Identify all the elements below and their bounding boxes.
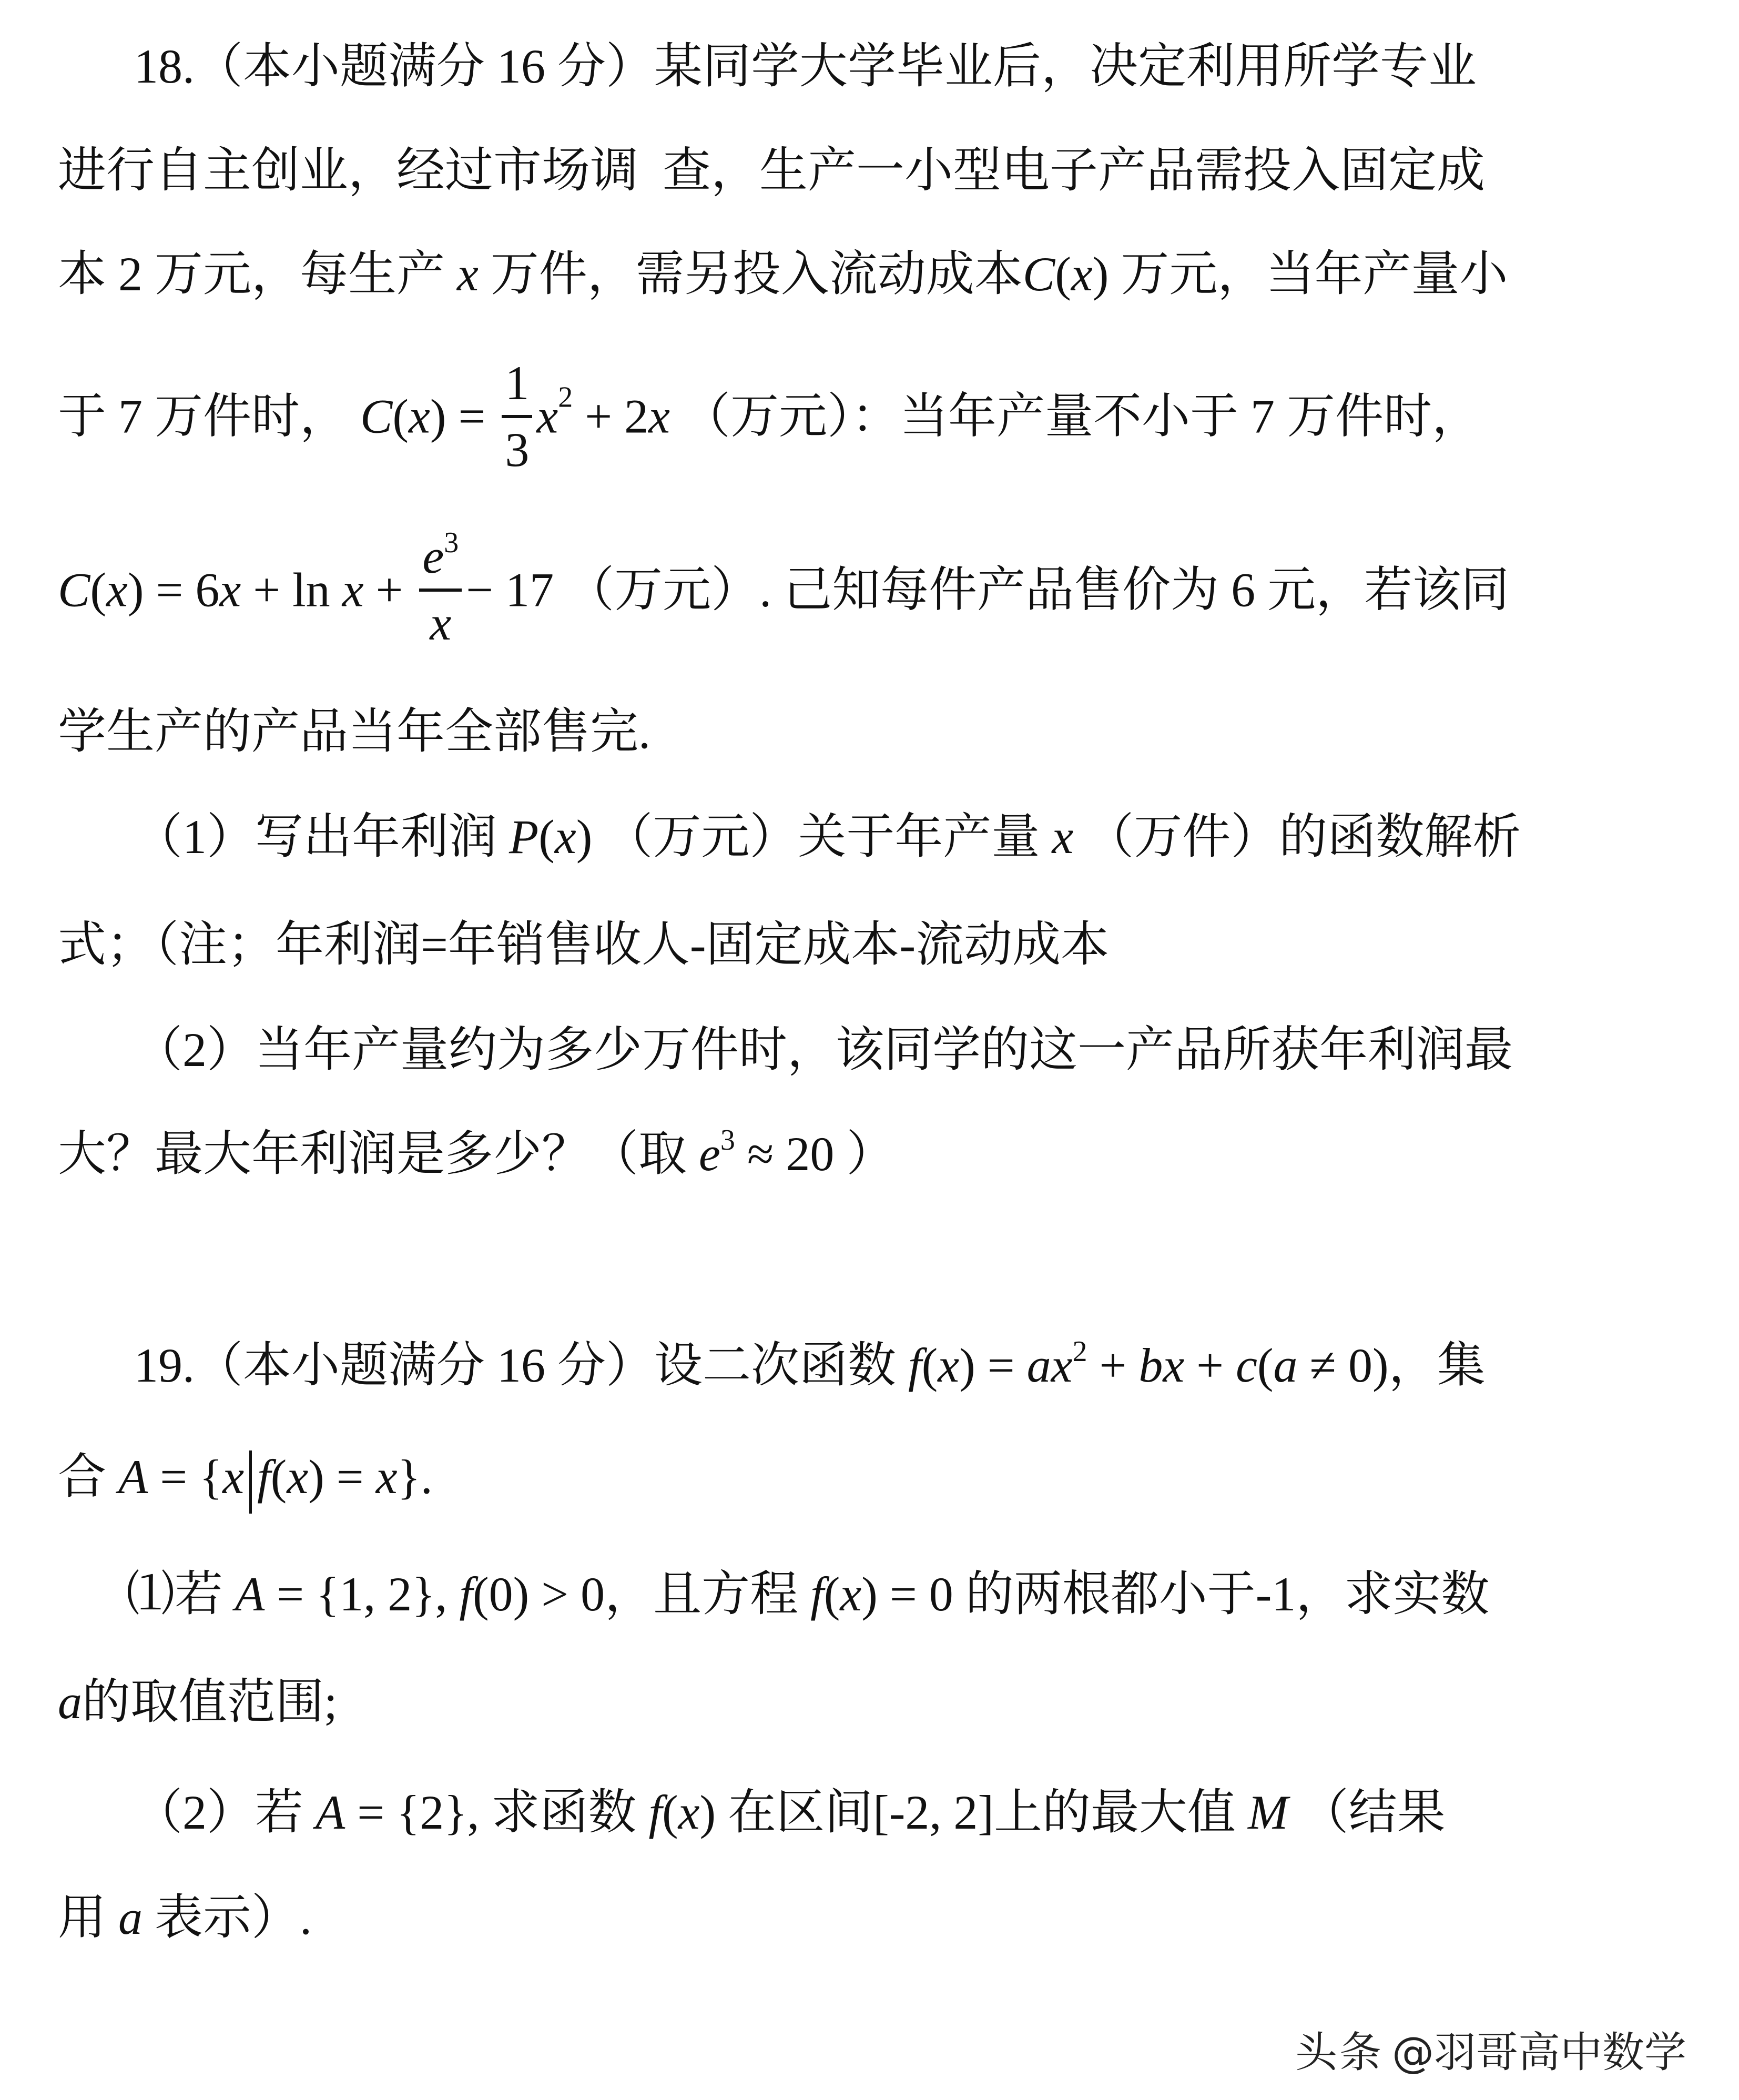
set-builder-bar (249, 1450, 252, 1514)
q19-line-2: 合 A = {x f(x) = x}. (58, 1450, 433, 1514)
q18-line-5: C(x) = 6x + ln x + $\frac{e^3}{x}$ − 17 （万元）. 己知每件产品售价为 6 元，若该同 (58, 526, 1510, 650)
q19-part-1: ⑴若 A = {1, 2}, f(0) > 0，且方程 f(x) = 0 的两根都小于-1，求实数 (126, 1567, 1490, 1621)
q19-part-2: （2）若 A = {2}, 求函数 f(x) 在区间[-2, 2]上的最大值 M （结果 (134, 1785, 1446, 1839)
q18-line-1: 18.（本小题满分 16 分）某同学大学毕业后，决定利用所学专业 (134, 39, 1477, 93)
q19-line-1: 19.（本小题满分 16 分）设二次函数 $f(x) = ax^2$ + bx + c(a ≠ 0)，集 (134, 1335, 1486, 1392)
q18-part-2-cont: 大？最大年利润是多少？（取 $e^3 \approx 20$ ） (58, 1123, 895, 1181)
toutiao-logo: 头条 (1295, 2028, 1384, 2077)
q18-part-2: （2）当年产量约为多少万件时，该同学的这一产品所获年利润最 (134, 1023, 1513, 1077)
q18-part-1-note: 式；（注；年利润=年销售收人-固定成本-流动成本 (58, 918, 1110, 971)
q18-line-4: 于 7 万件时， C(x) = $\frac{1}{3}$ $x^2 + 2x$ （万元）：当年产量不小于 7 万件时， (58, 356, 1480, 476)
q18-line-6: 学生产的产品当年全部售完. (58, 705, 651, 758)
watermark (1295, 2018, 1686, 2079)
fraction-e-cubed-over-x: $\frac{e^3}{x}$ (419, 531, 462, 648)
q18-line-2: 进行自主创业，经过市场调 查，生产一小型电子产品需投入固定成 (58, 144, 1486, 197)
fraction-one-third: $\frac{1}{3}$ (502, 358, 532, 475)
q18-part-1: （1）写出年利润 P(x) （万元）关于年产量 x （万件）的函数解析 (134, 810, 1521, 864)
watermark-account: @羽哥高中数学 (1392, 2028, 1686, 2077)
q18-line-3: 本 2 万元，每生产 x 万件，需另投入流动成本C(x) 万元，当年产量小 (58, 247, 1508, 301)
q19-part-1-cont: a的取值范围; (58, 1675, 338, 1729)
q19-part-2-cont: 用 a 表示）. (58, 1891, 312, 1944)
